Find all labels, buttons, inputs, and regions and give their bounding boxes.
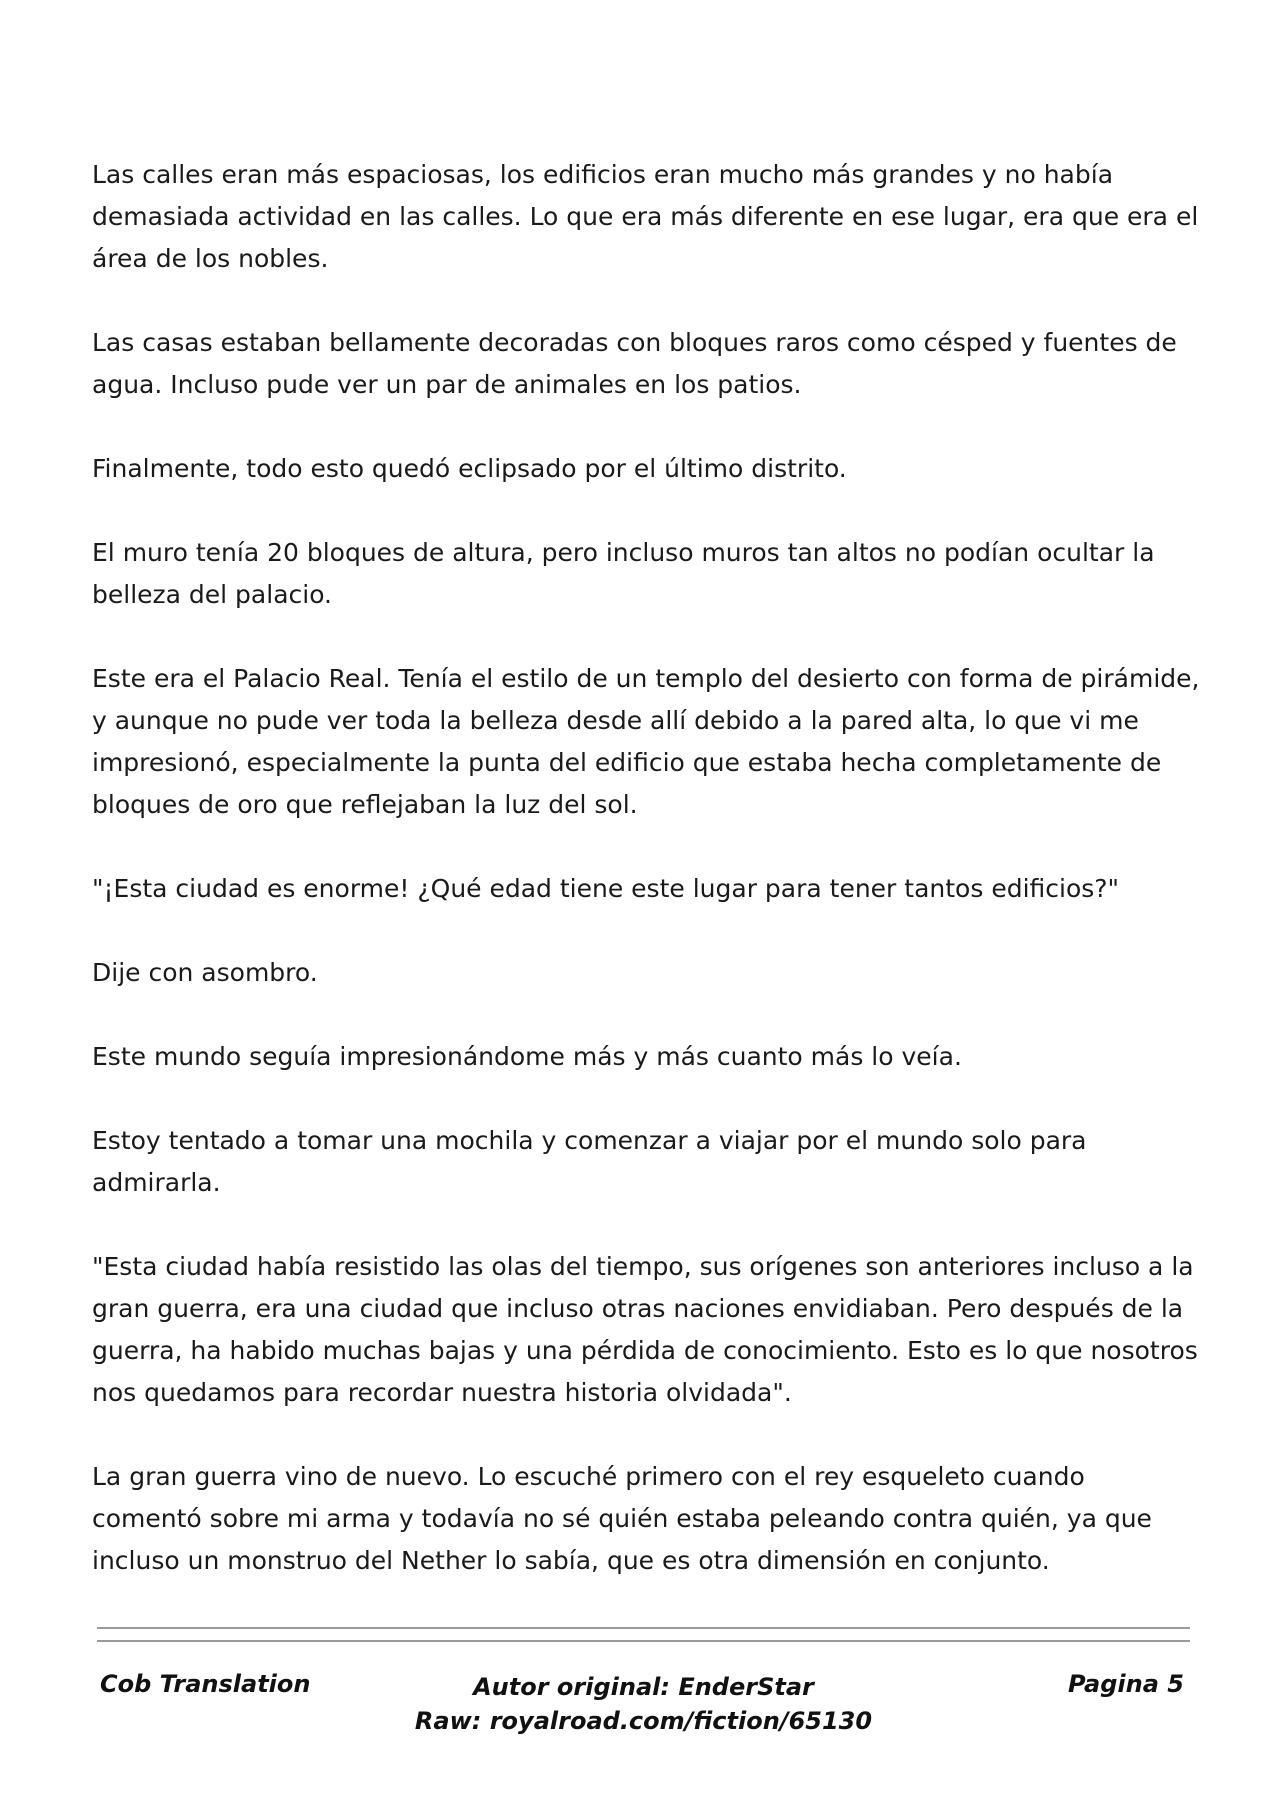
paragraph: Finalmente, todo esto quedó eclipsado por el último distrito. — [92, 454, 847, 483]
paragraph: El muro tenía 20 bloques de altura, pero incluso muros tan altos no podían ocultar la belleza del palacio. — [92, 538, 1155, 609]
page-footer — [97, 1670, 1190, 1750]
paragraph: Este mundo seguía impresionándome más y más cuanto más lo veía. — [92, 1042, 962, 1071]
paragraph: La gran guerra vino de nuevo. Lo escuché primero con el rey esqueleto cuando comentó sobre mi arma y todavía no sé quién estaba peleando contra quién, ya que incluso un monstruo del Nether lo sabía, que es otra dimensión en conjunto. — [92, 1462, 1152, 1575]
body-text — [92, 154, 1202, 1624]
paragraph: "¡Esta ciudad es enorme! ¿Qué edad tiene este lugar para tener tantos edificios?" — [92, 874, 1120, 903]
footer-credits — [97, 1670, 1190, 1738]
footer-divider-top — [97, 1627, 1190, 1629]
footer-translator: Cob Translation — [100, 1670, 311, 1698]
footer-raw-source: Raw: royalroad.com/fiction/65130 — [414, 1707, 873, 1735]
footer-divider-bottom — [97, 1640, 1190, 1642]
footer-author: Autor original: EnderStar — [473, 1673, 814, 1701]
paragraph: "Esta ciudad había resistido las olas del tiempo, sus orígenes son anteriores incluso a la gran guerra, era una ciudad que incluso otras naciones envidiaban. Pero después de la guerra, ha habido muchas bajas y una pérdida de conocimiento. Esto es lo que nosotros nos quedamos para recordar nuestra historia olvidada". — [92, 1252, 1198, 1407]
paragraph: Las calles eran más espaciosas, los edificios eran mucho más grandes y no había demasiada actividad en las calles. Lo que era más diferente en ese lugar, era que era el área de los nobles. — [92, 160, 1199, 273]
paragraph: Dije con asombro. — [92, 958, 318, 987]
paragraph: Estoy tentado a tomar una mochila y comenzar a viajar por el mundo solo para admirarla. — [92, 1126, 1087, 1197]
footer-page-number: Pagina 5 — [1068, 1670, 1184, 1698]
paragraph: Las casas estaban bellamente decoradas con bloques raros como césped y fuentes de agua. Incluso pude ver un par de animales en los patios. — [92, 328, 1177, 399]
paragraph: Este era el Palacio Real. Tenía el estilo de un templo del desierto con forma de pirámide, y aunque no pude ver toda la belleza desde allí debido a la pared alta, lo que vi me impresionó, especialmente la punta del edificio que estaba hecha completamente de bloques de oro que reflejaban la luz del sol. — [92, 664, 1200, 819]
